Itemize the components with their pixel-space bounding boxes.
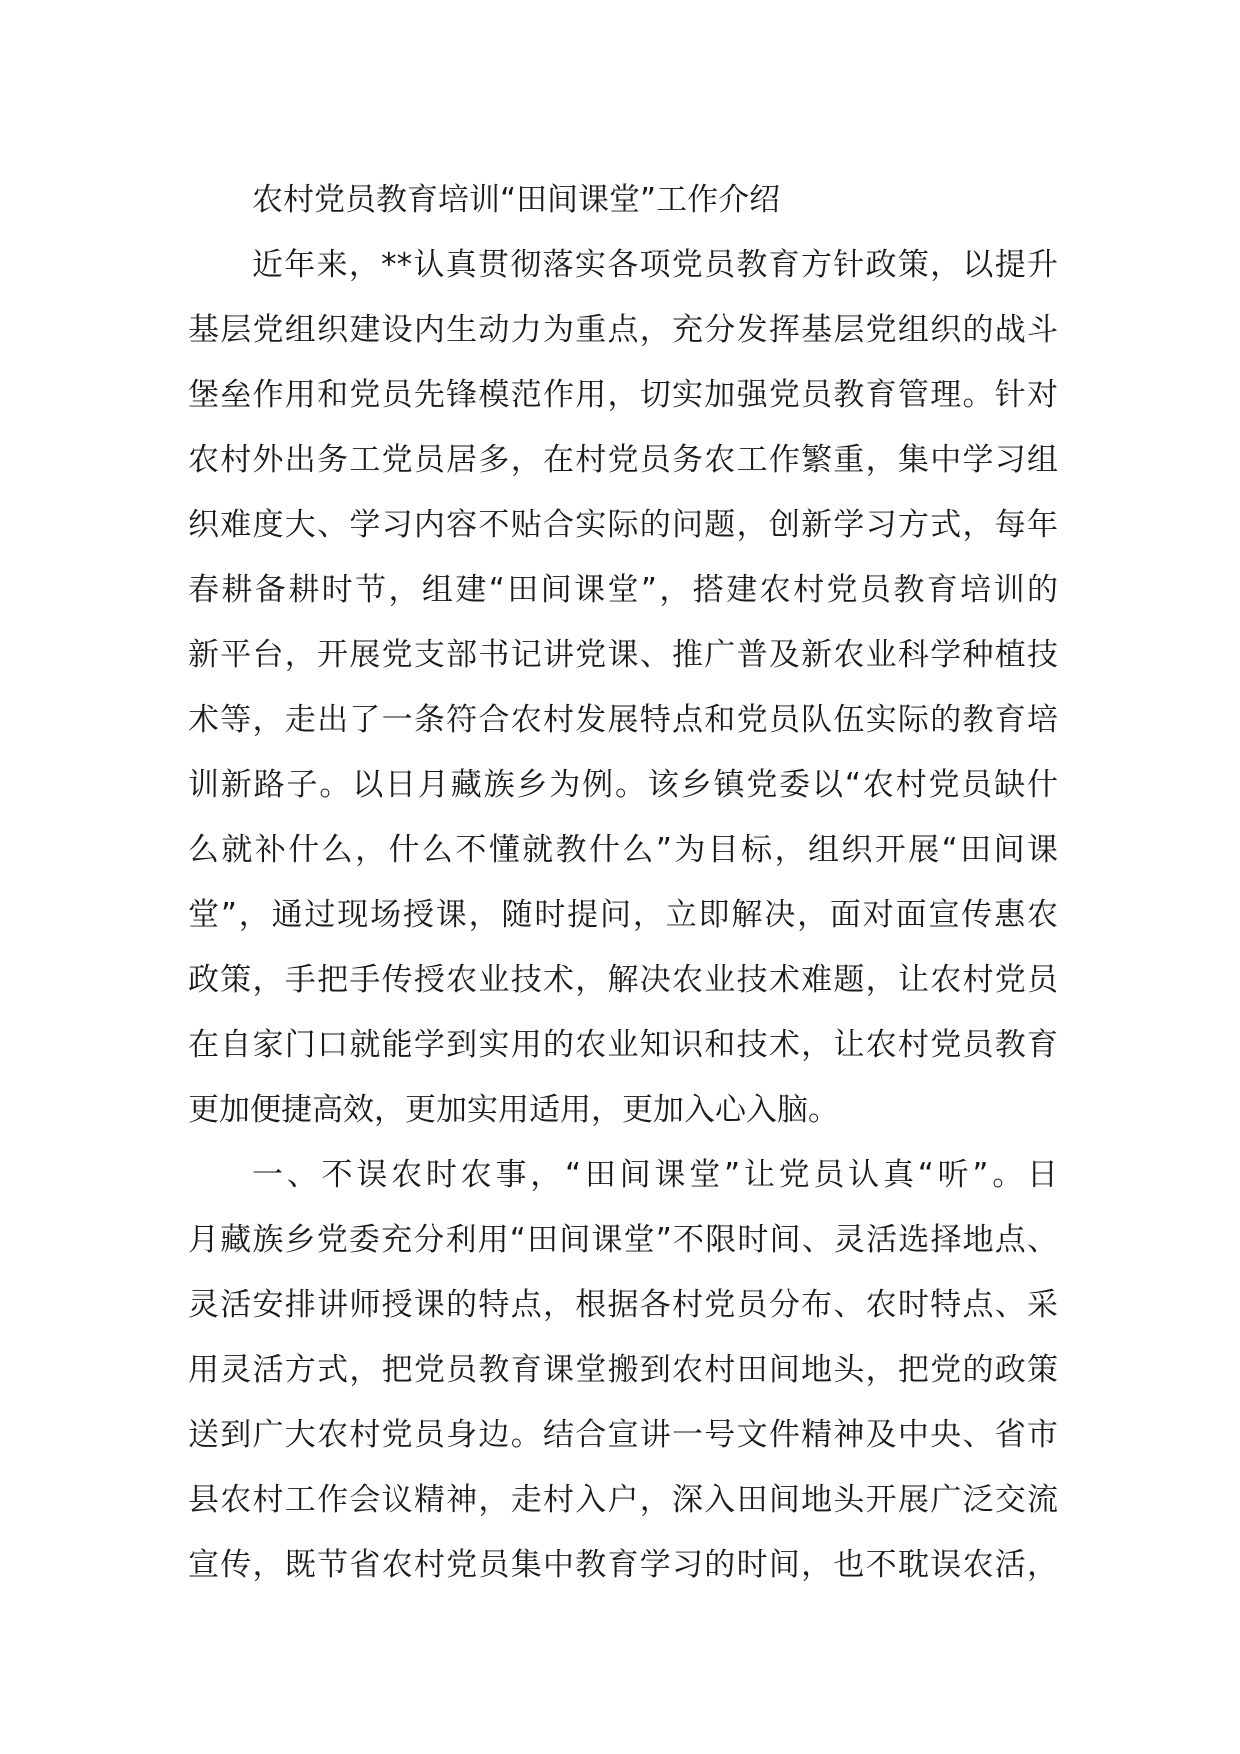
paragraph-line: 新平台，开展党支部书记讲党课、推广普及新农业科学种植技 [188,637,1058,673]
paragraph-line: 术等，走出了一条符合农村发展特点和党员队伍实际的教育培 [188,702,1058,738]
paragraph-line: 么就补什么，什么不懂就教什么”为目标，组织开展“田间课 [188,832,1058,868]
paragraph-line: 县农村工作会议精神，走村入户，深入田间地头开展广泛交流 [188,1482,1058,1518]
paragraph-intro [188,233,1058,1143]
paragraph-line: 训新路子。以日月藏族乡为例。该乡镇党委以“农村党员缺什 [188,767,1058,803]
paragraph-line: 春耕备耕时节，组建“田间课堂”，搭建农村党员教育培训的 [188,572,1058,608]
paragraph-line: 更加便捷高效，更加实用适用，更加入心入脑。 [188,1092,839,1128]
paragraph-line: 在自家门口就能学到实用的农业知识和技术，让农村党员教育 [188,1027,1058,1063]
paragraph-line: 送到广大农村党员身边。结合宣讲一号文件精神及中央、省市 [188,1417,1058,1453]
paragraph-line: 一、不误农时农事，“田间课堂”让党员认真“听”。日 [252,1157,1058,1193]
paragraph-line: 政策，手把手传授农业技术，解决农业技术难题，让农村党员 [188,962,1058,998]
document-body [188,168,1058,1598]
paragraph-section-one [188,1143,1058,1598]
paragraph-line: 堡垒作用和党员先锋模范作用，切实加强党员教育管理。针对 [188,377,1058,413]
paragraph-line: 灵活安排讲师授课的特点，根据各村党员分布、农时特点、采 [188,1287,1058,1323]
paragraph-line: 近年来，**认真贯彻落实各项党员教育方针政策，以提升 [252,247,1058,283]
paragraph-line: 用灵活方式，把党员教育课堂搬到农村田间地头，把党的政策 [188,1352,1058,1388]
paragraph-line: 月藏族乡党委充分利用“田间课堂”不限时间、灵活选择地点、 [188,1222,1058,1258]
paragraph-line: 宣传，既节省农村党员集中教育学习的时间，也不耽误农活， [188,1547,1058,1583]
paragraph-line: 堂”，通过现场授课，随时提问，立即解决，面对面宣传惠农 [188,897,1058,933]
paragraph-line: 农村外出务工党员居多，在村党员务农工作繁重，集中学习组 [188,442,1058,478]
paragraph-line: 织难度大、学习内容不贴合实际的问题，创新学习方式，每年 [188,507,1058,543]
paragraph-line: 基层党组织建设内生动力为重点，充分发挥基层党组织的战斗 [188,312,1058,348]
document-title: 农村党员教育培训“田间课堂”工作介绍 [252,182,781,218]
